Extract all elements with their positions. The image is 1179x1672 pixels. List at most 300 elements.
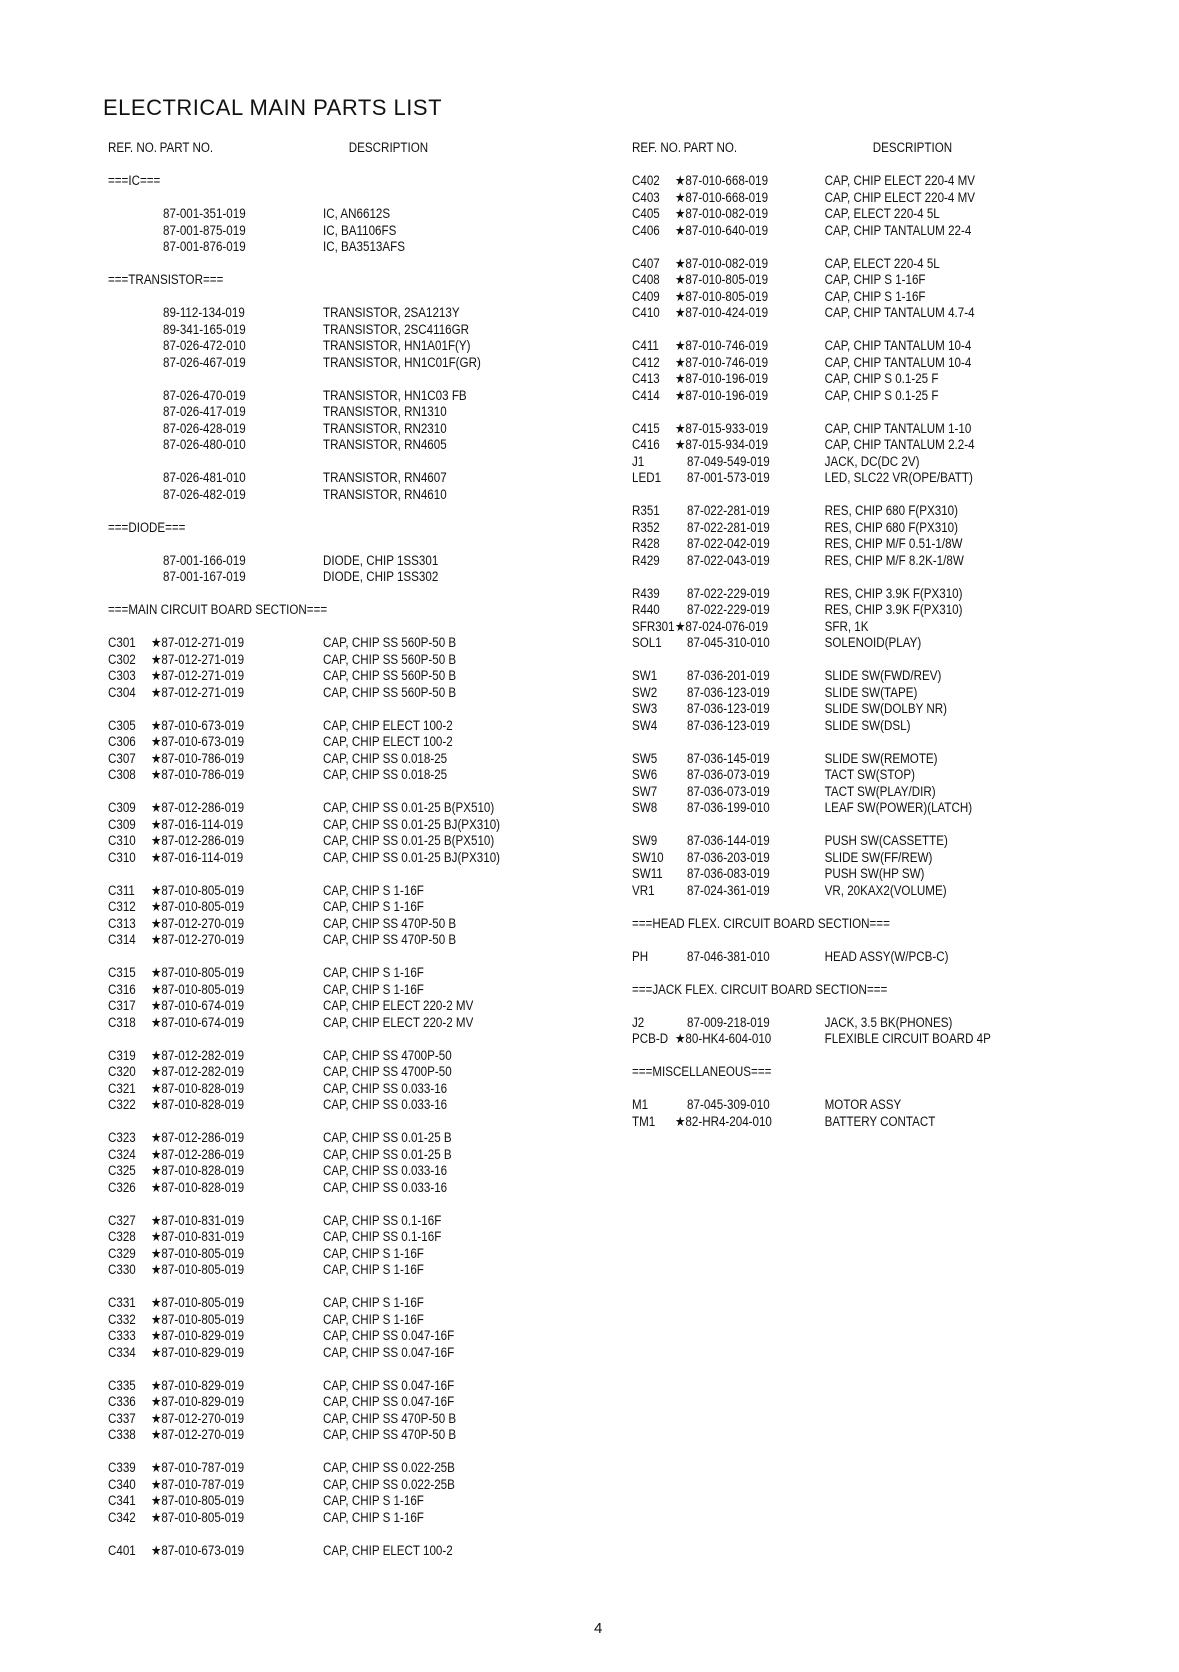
ref-no: C302 — [108, 651, 136, 667]
ref-no: R351 — [632, 503, 660, 518]
part-no: ★87-010-805-019 — [151, 1509, 245, 1525]
parts-row — [632, 784, 1036, 801]
spacer — [108, 1361, 578, 1378]
parts-row — [108, 569, 512, 586]
ref-no: C415 — [632, 420, 660, 436]
parts-row — [108, 1262, 512, 1279]
parts-row — [108, 1015, 512, 1032]
ref-no: C309 — [108, 816, 136, 832]
spacer — [108, 289, 578, 306]
spacer — [632, 899, 1102, 916]
spacer — [108, 503, 578, 520]
part-no: ★87-010-805-019 — [151, 1245, 245, 1261]
parts-column-right — [632, 140, 1102, 1130]
part-no: 87-036-123-019 — [687, 717, 770, 733]
ref-no: C340 — [108, 1476, 136, 1492]
spacer — [108, 157, 578, 174]
part-no: ★87-012-282-019 — [151, 1064, 245, 1079]
parts-row — [108, 338, 512, 355]
section-label: ===HEAD FLEX. CIRCUIT BOARD SECTION=== — [632, 915, 890, 931]
description: CAP, CHIP SS 4700P-50 — [323, 1064, 452, 1079]
part-no: 87-026-482-019 — [163, 486, 246, 502]
parts-row — [108, 1246, 512, 1263]
part-no: ★87-010-831-019 — [151, 1229, 245, 1244]
description: CAP, CHIP TANTALUM 1-10 — [824, 420, 972, 436]
description: TRANSISTOR, 2SA1213Y — [323, 305, 460, 320]
part-no: 87-001-167-019 — [163, 569, 246, 584]
part-no: 87-022-281-019 — [687, 519, 770, 535]
parts-row — [632, 338, 1036, 355]
page-title: ELECTRICAL MAIN PARTS LIST — [103, 95, 443, 120]
ref-no: C416 — [632, 437, 660, 452]
part-no: 87-022-042-019 — [687, 536, 770, 551]
part-no: 87-001-351-019 — [163, 206, 246, 221]
description: CAP, CHIP SS 0.1-16F — [323, 1212, 442, 1228]
description: MOTOR ASSY — [824, 1097, 902, 1112]
description: CAP, CHIP SS 560P-50 B — [323, 668, 457, 683]
ref-no: C405 — [632, 206, 660, 221]
description: TRANSISTOR, RN4610 — [323, 486, 447, 502]
part-no: ★87-010-746-019 — [675, 354, 769, 370]
parts-row — [632, 685, 1036, 702]
spacer — [108, 1031, 578, 1048]
ref-no: C326 — [108, 1179, 136, 1195]
part-no: 87-049-549-019 — [687, 453, 770, 469]
ref-no: C316 — [108, 981, 136, 997]
section-heading — [108, 602, 512, 619]
header-desc: DESCRIPTION — [348, 140, 429, 155]
spacer — [108, 701, 578, 718]
ref-no: SW5 — [632, 750, 658, 766]
ref-no: C401 — [108, 1542, 136, 1558]
part-no: ★87-012-270-019 — [151, 915, 245, 931]
part-no: 87-036-144-019 — [687, 833, 770, 848]
ref-no: R439 — [632, 585, 660, 601]
ref-no: C303 — [108, 668, 136, 683]
ref-no: C406 — [632, 222, 660, 238]
part-no: ★87-010-674-019 — [151, 1014, 245, 1030]
description: CAP, CHIP TANTALUM 2.2-4 — [824, 437, 975, 452]
parts-row — [108, 1427, 512, 1444]
description: SOLENOID(PLAY) — [824, 635, 922, 650]
spacer — [632, 487, 1102, 504]
description: CAP, CHIP S 1-16F — [824, 272, 926, 287]
description: CAP, CHIP S 1-16F — [323, 1262, 424, 1277]
part-no: 87-001-573-019 — [687, 470, 770, 485]
parts-row — [108, 553, 512, 570]
ref-no: C311 — [108, 882, 135, 898]
part-no: ★87-010-674-019 — [151, 998, 245, 1013]
description: CAP, CHIP SS 0.01-25 B(PX510) — [323, 800, 495, 815]
part-no: ★87-010-805-019 — [675, 272, 769, 287]
description: JACK, 3.5 BK(PHONES) — [824, 1014, 953, 1030]
description: CAP, CHIP SS 0.047-16F — [323, 1344, 455, 1360]
ref-no: SW3 — [632, 701, 658, 716]
part-no: ★87-012-282-019 — [151, 1047, 245, 1063]
part-no: ★87-010-829-019 — [151, 1377, 245, 1393]
description: LED, SLC22 VR(OPE/BATT) — [824, 470, 973, 485]
parts-row — [108, 437, 512, 454]
parts-row — [108, 668, 512, 685]
header-ref: REF. NO. — [108, 140, 158, 155]
spacer — [108, 619, 578, 636]
description: CAP, CHIP SS 0.018-25 — [323, 750, 448, 766]
ref-no: C337 — [108, 1410, 136, 1426]
ref-no: VR1 — [632, 882, 655, 898]
parts-row — [632, 751, 1036, 768]
part-no: 87-036-145-019 — [687, 750, 770, 766]
part-no: ★87-012-286-019 — [151, 833, 245, 848]
description: CAP, CHIP ELECT 220-2 MV — [323, 998, 474, 1013]
parts-row — [108, 239, 512, 256]
ref-no: C335 — [108, 1377, 136, 1393]
ref-no: C319 — [108, 1047, 136, 1063]
spacer — [108, 454, 578, 471]
part-no: ★87-015-933-019 — [675, 420, 769, 436]
spacer — [632, 965, 1102, 982]
description: SLIDE SW(REMOTE) — [824, 750, 938, 766]
description: CAP, CHIP ELECT 220-2 MV — [323, 1014, 474, 1030]
ref-no: SW1 — [632, 668, 658, 683]
part-no: ★87-016-114-019 — [151, 849, 244, 865]
description: CAP, CHIP S 1-16F — [323, 1295, 424, 1310]
ref-no: C320 — [108, 1064, 136, 1079]
parts-row — [632, 850, 1036, 867]
description: CAP, CHIP SS 560P-50 B — [323, 635, 457, 650]
ref-no: C338 — [108, 1427, 136, 1442]
spacer — [632, 652, 1102, 669]
parts-row — [632, 767, 1036, 784]
parts-row — [108, 1312, 512, 1329]
ref-no: C334 — [108, 1344, 136, 1360]
parts-row — [632, 272, 1036, 289]
part-no: 87-022-281-019 — [687, 503, 770, 518]
ref-no: C413 — [632, 371, 660, 386]
ref-no: PCB-D — [632, 1031, 669, 1046]
part-no: ★82-HR4-204-010 — [675, 1113, 772, 1129]
part-no: 87-046-381-010 — [687, 948, 770, 964]
parts-row — [108, 850, 512, 867]
description: CAP, CHIP ELECT 100-2 — [323, 734, 453, 749]
spacer — [108, 371, 578, 388]
description: TACT SW(PLAY/DIR) — [824, 783, 936, 799]
description: CAP, CHIP SS 470P-50 B — [323, 932, 457, 947]
parts-row — [108, 916, 512, 933]
parts-row — [108, 635, 512, 652]
part-no: 87-036-073-019 — [687, 783, 770, 799]
parts-row — [108, 767, 512, 784]
part-no: ★87-012-271-019 — [151, 668, 245, 683]
part-no: ★87-010-828-019 — [151, 1163, 245, 1178]
parts-row — [108, 685, 512, 702]
parts-row — [632, 256, 1036, 273]
spacer — [108, 784, 578, 801]
parts-row — [108, 718, 512, 735]
part-no: 87-022-229-019 — [687, 585, 770, 601]
part-no: 87-036-199-010 — [687, 800, 770, 815]
section-heading — [108, 173, 512, 190]
part-no: ★87-010-829-019 — [151, 1344, 245, 1360]
ref-no: C317 — [108, 998, 136, 1013]
description: CAP, CHIP S 1-16F — [323, 899, 424, 914]
ref-no: C315 — [108, 965, 136, 980]
section-heading — [108, 272, 512, 289]
parts-row — [108, 1493, 512, 1510]
part-no: ★87-010-668-019 — [675, 173, 769, 188]
part-no: 87-026-481-010 — [163, 470, 246, 485]
part-no: 87-036-073-019 — [687, 767, 770, 782]
description: CAP, CHIP S 1-16F — [323, 1245, 424, 1261]
description: CAP, CHIP S 1-16F — [323, 965, 424, 980]
part-no: ★87-010-746-019 — [675, 338, 769, 353]
part-no: ★87-010-805-019 — [151, 1262, 245, 1277]
parts-row — [108, 1378, 512, 1395]
parts-row — [632, 833, 1036, 850]
parts-row — [632, 1015, 1036, 1032]
parts-row — [108, 421, 512, 438]
part-no: ★80-HK4-604-010 — [675, 1031, 772, 1046]
parts-row — [108, 1130, 512, 1147]
ref-no: SW4 — [632, 717, 658, 733]
section-label: ===JACK FLEX. CIRCUIT BOARD SECTION=== — [632, 981, 888, 997]
description: SFR, 1K — [824, 618, 869, 634]
description: CAP, CHIP SS 0.033-16 — [323, 1080, 448, 1096]
part-no: 87-026-480-010 — [163, 437, 246, 452]
spacer — [632, 1048, 1102, 1065]
header-part: PART NO. — [159, 140, 214, 155]
description: CAP, CHIP SS 0.047-16F — [323, 1377, 455, 1393]
description: PUSH SW(CASSETTE) — [824, 833, 948, 848]
parts-row — [632, 388, 1036, 405]
description: TRANSISTOR, RN2310 — [323, 420, 447, 436]
description: IC, BA1106FS — [323, 222, 397, 238]
ref-no: C322 — [108, 1097, 136, 1112]
description: CAP, CHIP SS 4700P-50 — [323, 1047, 452, 1063]
parts-row — [632, 371, 1036, 388]
part-no: ★87-010-805-019 — [151, 899, 245, 914]
ref-no: R429 — [632, 552, 660, 568]
part-no: ★87-010-196-019 — [675, 387, 769, 403]
parts-row — [632, 173, 1036, 190]
description: TRANSISTOR, HN1C01F(GR) — [323, 354, 481, 370]
ref-no: C329 — [108, 1245, 136, 1261]
description: TRANSISTOR, RN4607 — [323, 470, 447, 485]
part-no: 87-045-310-010 — [687, 635, 770, 650]
description: CAP, CHIP SS 560P-50 B — [323, 684, 457, 700]
parts-row — [632, 470, 1036, 487]
description: SLIDE SW(DSL) — [824, 717, 911, 733]
part-no: ★87-012-270-019 — [151, 1410, 245, 1426]
description: CAP, CHIP SS 0.047-16F — [323, 1394, 455, 1409]
parts-row — [632, 454, 1036, 471]
description: PUSH SW(HP SW) — [824, 866, 925, 881]
description: CAP, CHIP SS 0.033-16 — [323, 1179, 448, 1195]
parts-row — [632, 190, 1036, 207]
spacer — [108, 949, 578, 966]
parts-row — [108, 1097, 512, 1114]
description: CAP, CHIP SS 470P-50 B — [323, 1410, 457, 1426]
part-no: 87-026-417-019 — [163, 404, 246, 419]
ref-no: SW7 — [632, 783, 658, 799]
description: LEAF SW(POWER)(LATCH) — [824, 800, 973, 815]
part-no: ★87-010-668-019 — [675, 189, 769, 205]
description: RES, CHIP 680 F(PX310) — [824, 519, 959, 535]
description: CAP, CHIP TANTALUM 22-4 — [824, 222, 972, 238]
ref-no: C408 — [632, 272, 660, 287]
description: CAP, CHIP SS 0.1-16F — [323, 1229, 442, 1244]
part-no: 87-045-309-010 — [687, 1097, 770, 1112]
parts-row — [108, 965, 512, 982]
spacer — [108, 1196, 578, 1213]
part-no: 87-001-875-019 — [163, 222, 246, 238]
ref-no: J1 — [632, 453, 645, 469]
part-no: ★87-010-828-019 — [151, 1080, 245, 1096]
ref-no: C331 — [108, 1295, 136, 1310]
description: CAP, CHIP TANTALUM 4.7-4 — [824, 305, 975, 320]
ref-no: C409 — [632, 288, 660, 304]
spacer — [108, 1444, 578, 1461]
part-no: ★87-010-786-019 — [151, 750, 245, 766]
part-no: ★87-016-114-019 — [151, 816, 244, 832]
parts-row — [108, 404, 512, 421]
section-heading — [632, 1064, 1036, 1081]
parts-row — [108, 322, 512, 339]
ref-no: C339 — [108, 1460, 136, 1475]
parts-row — [632, 206, 1036, 223]
parts-row — [632, 1114, 1036, 1131]
ref-no: J2 — [632, 1014, 645, 1030]
part-no: ★87-010-829-019 — [151, 1394, 245, 1409]
ref-no: TM1 — [632, 1113, 656, 1129]
ref-no: C308 — [108, 767, 136, 782]
parts-row — [108, 1411, 512, 1428]
parts-row — [108, 1477, 512, 1494]
description: CAP, CHIP S 1-16F — [323, 981, 424, 997]
part-no: 89-341-165-019 — [163, 321, 246, 337]
ref-no: R440 — [632, 602, 660, 617]
parts-row — [632, 602, 1036, 619]
spacer — [632, 817, 1102, 834]
ref-no: LED1 — [632, 470, 662, 485]
section-label: ===MAIN CIRCUIT BOARD SECTION=== — [108, 602, 328, 617]
column-header — [632, 140, 1036, 157]
parts-row — [108, 1394, 512, 1411]
part-no: ★87-010-673-019 — [151, 717, 245, 733]
description: SLIDE SW(DOLBY NR) — [824, 701, 948, 716]
ref-no: C310 — [108, 849, 136, 865]
header-ref: REF. NO. — [632, 140, 682, 155]
part-no: ★87-012-271-019 — [151, 635, 245, 650]
parts-row — [632, 503, 1036, 520]
part-no: ★87-024-076-019 — [675, 618, 769, 634]
ref-no: C304 — [108, 684, 136, 700]
parts-row — [108, 388, 512, 405]
spacer — [632, 1081, 1102, 1098]
parts-row — [108, 1345, 512, 1362]
description: SLIDE SW(TAPE) — [824, 684, 918, 700]
spacer — [108, 1279, 578, 1296]
ref-no: C327 — [108, 1212, 136, 1228]
part-no: 87-036-203-019 — [687, 849, 770, 865]
parts-row — [108, 1163, 512, 1180]
part-no: ★87-010-805-019 — [151, 1311, 245, 1327]
ref-no: C321 — [108, 1080, 136, 1096]
parts-row — [632, 305, 1036, 322]
parts-row — [108, 899, 512, 916]
ref-no: C325 — [108, 1163, 136, 1178]
description: CAP, CHIP SS 0.01-25 BJ(PX310) — [323, 849, 501, 865]
description: CAP, CHIP SS 0.033-16 — [323, 1163, 448, 1178]
parts-row — [108, 1081, 512, 1098]
parts-row — [632, 668, 1036, 685]
ref-no: SW6 — [632, 767, 658, 782]
part-no: 87-026-472-010 — [163, 338, 246, 353]
part-no: ★87-010-640-019 — [675, 222, 769, 238]
description: TRANSISTOR, RN4605 — [323, 437, 447, 452]
description: RES, CHIP M/F 0.51-1/8W — [824, 536, 963, 551]
description: CAP, CHIP S 1-16F — [323, 1311, 424, 1327]
part-no: ★87-010-828-019 — [151, 1179, 245, 1195]
ref-no: C407 — [632, 255, 660, 271]
spacer — [108, 190, 578, 207]
parts-row — [632, 1097, 1036, 1114]
description: TRANSISTOR, HN1C03 FB — [323, 387, 467, 403]
part-no: ★87-010-424-019 — [675, 305, 769, 320]
description: JACK, DC(DC 2V) — [824, 453, 920, 469]
part-no: ★87-012-271-019 — [151, 684, 245, 700]
spacer — [632, 998, 1102, 1015]
ref-no: SW11 — [632, 866, 663, 881]
description: CAP, CHIP ELECT 220-4 MV — [824, 189, 975, 205]
description: CAP, CHIP SS 0.018-25 — [323, 767, 448, 782]
ref-no: C341 — [108, 1493, 136, 1508]
description: CAP, CHIP ELECT 100-2 — [323, 1542, 453, 1558]
part-no: 89-112-134-019 — [163, 305, 245, 320]
part-no: ★87-010-805-019 — [151, 981, 245, 997]
parts-row — [632, 619, 1036, 636]
description: HEAD ASSY(W/PCB-C) — [824, 948, 949, 964]
description: VR, 20KAX2(VOLUME) — [824, 882, 947, 898]
parts-row — [108, 470, 512, 487]
description: CAP, CHIP SS 470P-50 B — [323, 1427, 457, 1442]
parts-row — [632, 520, 1036, 537]
part-no: ★87-010-829-019 — [151, 1328, 245, 1343]
part-no: ★87-010-787-019 — [151, 1460, 245, 1475]
section-heading — [108, 520, 512, 537]
description: CAP, CHIP SS 0.01-25 BJ(PX310) — [323, 816, 501, 832]
parts-row — [108, 982, 512, 999]
part-no: ★87-010-805-019 — [151, 1493, 245, 1508]
parts-row — [108, 817, 512, 834]
parts-row — [108, 1229, 512, 1246]
parts-row — [108, 1328, 512, 1345]
parts-row — [632, 223, 1036, 240]
spacer — [108, 256, 578, 273]
description: CAP, CHIP SS 0.01-25 B — [323, 1146, 452, 1162]
part-no: ★87-010-828-019 — [151, 1097, 245, 1112]
parts-row — [108, 355, 512, 372]
parts-row — [632, 437, 1036, 454]
ref-no: C332 — [108, 1311, 136, 1327]
description: CAP, CHIP S 1-16F — [323, 1509, 424, 1525]
parts-row — [108, 1048, 512, 1065]
ref-no: C313 — [108, 915, 136, 931]
part-no: ★87-010-082-019 — [675, 255, 769, 271]
part-no: 87-001-166-019 — [163, 552, 246, 568]
parts-row — [108, 305, 512, 322]
part-no: ★87-010-787-019 — [151, 1476, 245, 1492]
description: RES, CHIP 3.9K F(PX310) — [824, 585, 963, 601]
